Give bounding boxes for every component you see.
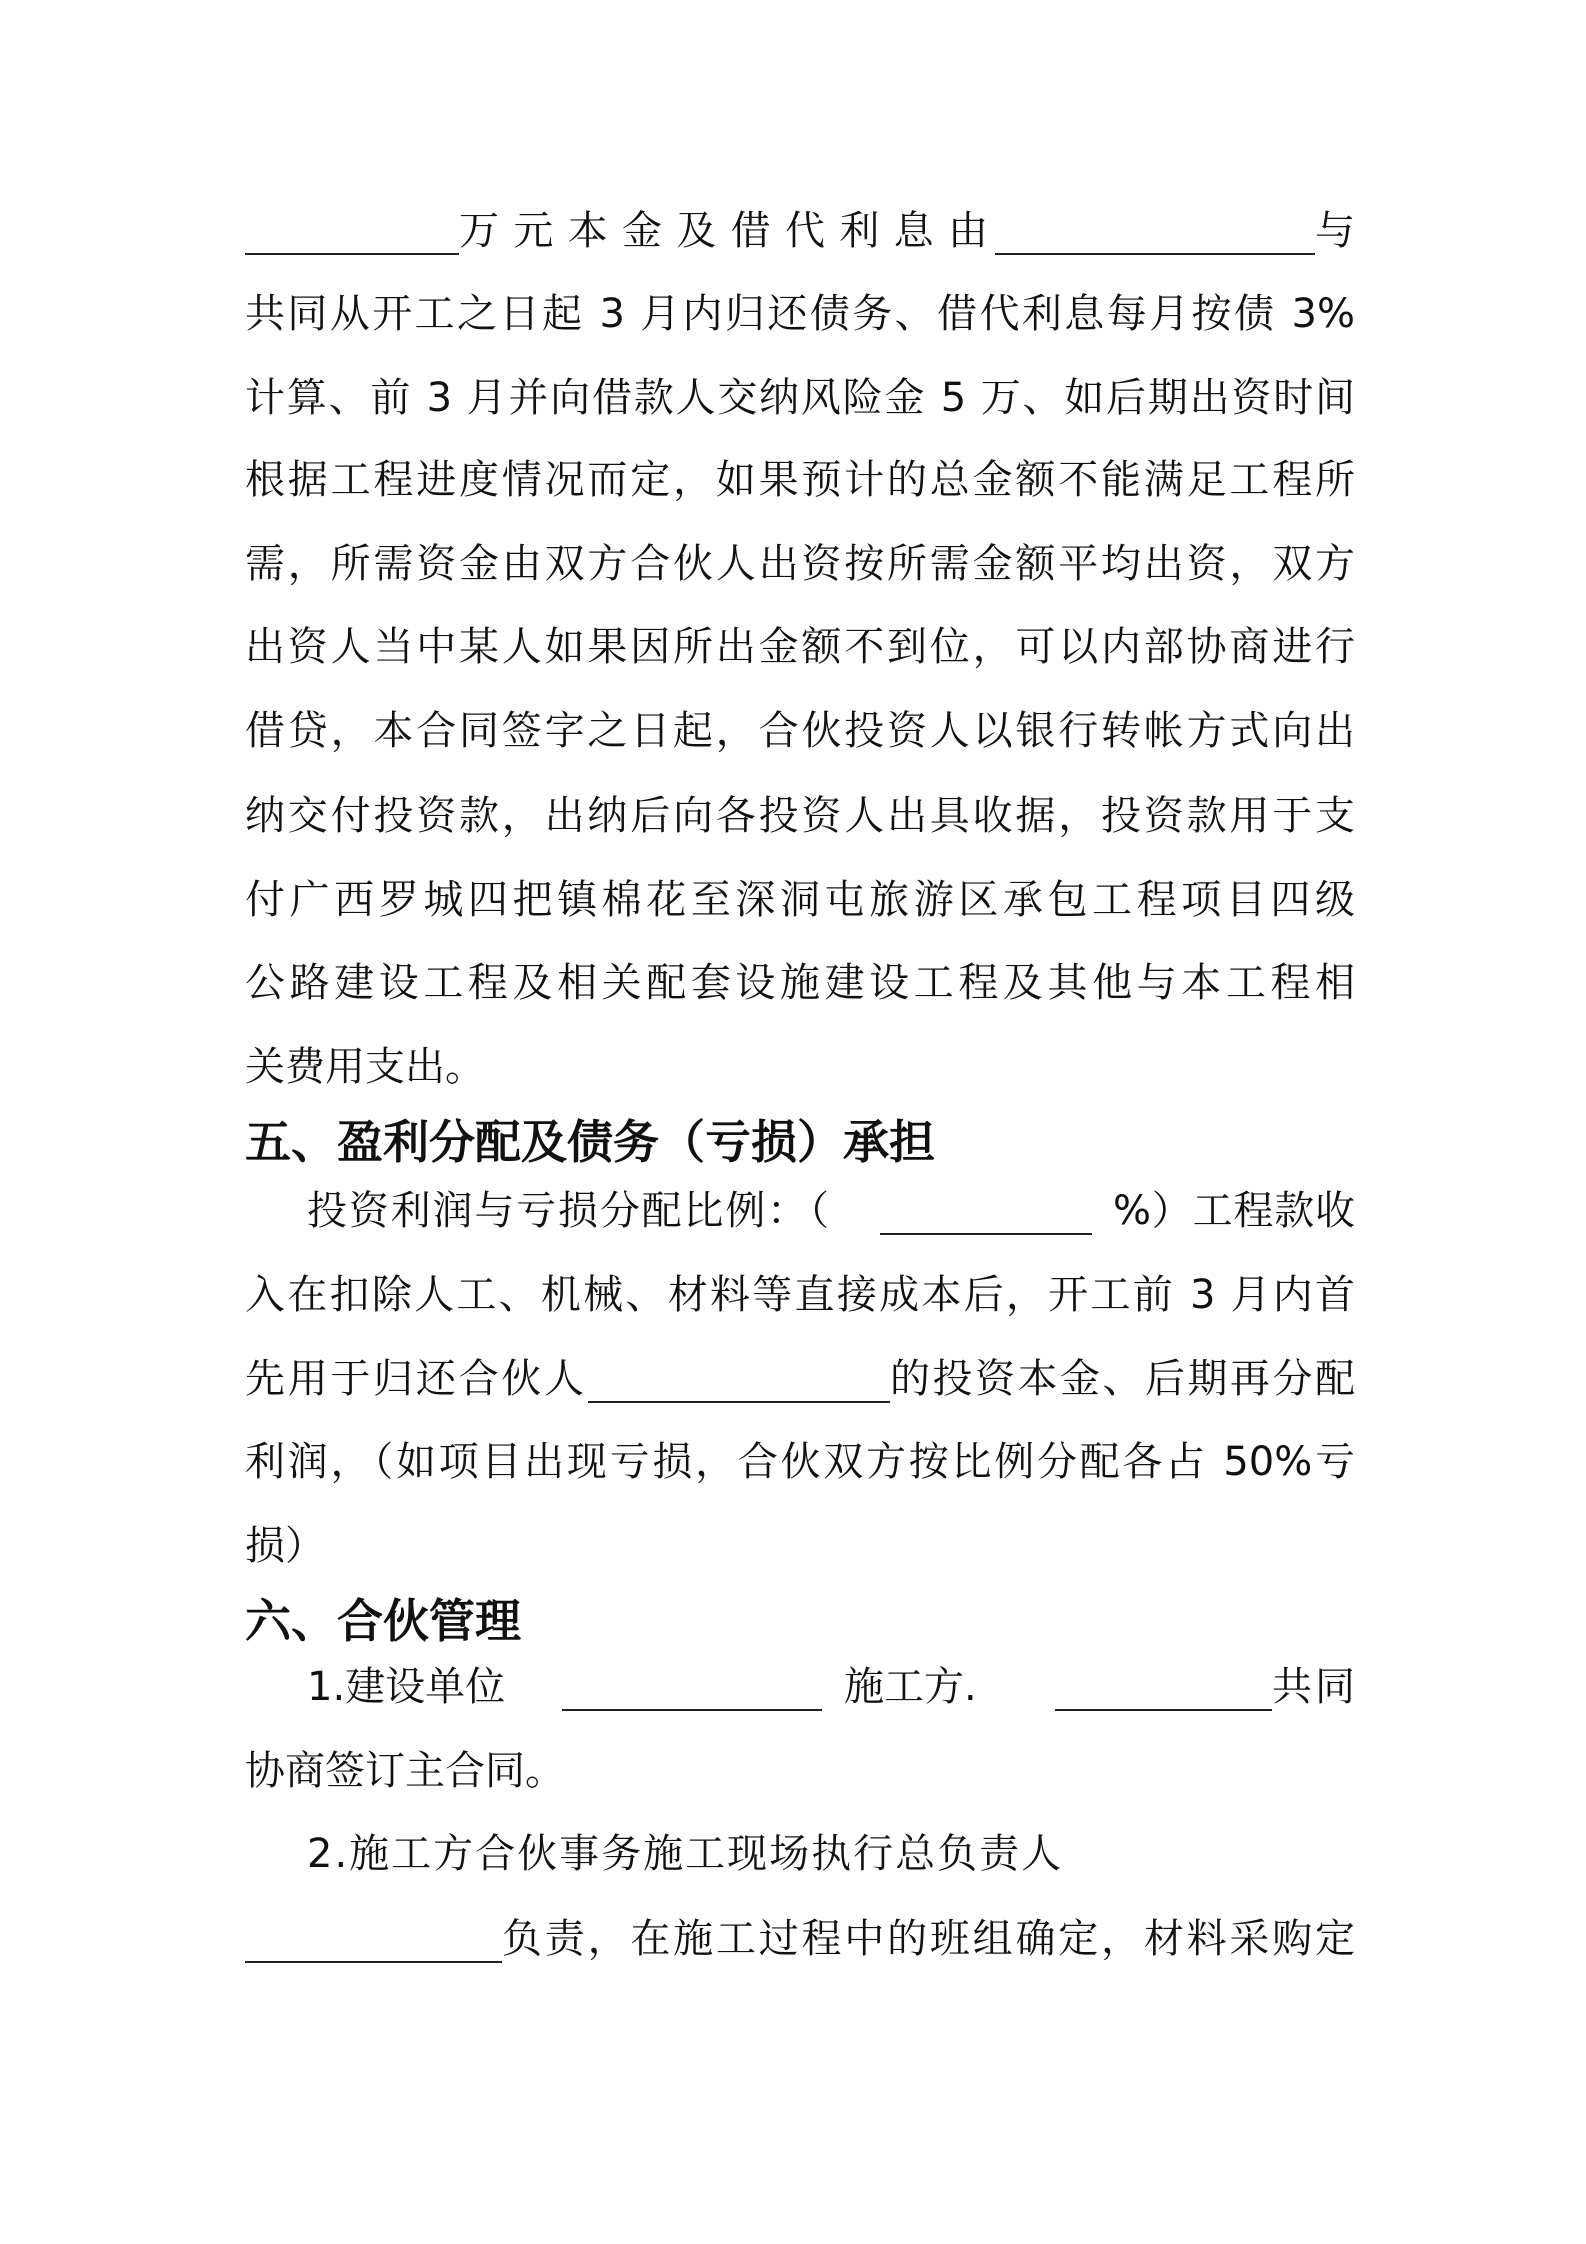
section-6-item-2-cont [245,1909,1355,1969]
intro-line-8: 纳交付投资款，出纳后向各投资人出具收据，投资款用于支 [245,793,1355,839]
section-6-item-1-cont: 协商签订主合同。 [245,1748,565,1794]
intro-line-2: 共同从开工之日起 3 月内归还债务、借代利息每月按债 3% [245,291,1355,337]
section-6-item-2-text: 2.施工方合伙事务施工现场执行总负责人 [307,1831,1064,1877]
section-5-line-3-start: 先用于归还合伙人 [245,1356,584,1402]
intro-line-11: 关费用支出。 [245,1044,485,1090]
intro-line-4: 根据工程进度情况而定，如果预计的总金额不能满足工程所 [245,457,1355,503]
section-6-item-1-mid: 施工方. [844,1664,977,1710]
intro-line-9: 付广西罗城四把镇棉花至深洞屯旅游区承包工程项目四级 [245,877,1355,923]
intro-line-6: 出资人当中某人如果因所出金额不到位，可以内部协商进行 [245,624,1355,670]
intro-line-1-end: 与 [1315,208,1355,254]
section-5-line-3 [245,1349,1355,1409]
blank-field-manager [245,1917,502,1963]
section-6-item-1-start: 1.建设单位 [307,1664,506,1710]
blank-field-contractor [1055,1665,1272,1711]
intro-line-3: 计算、前 3 月并向借款人交纳风险金 5 万、如后期出资时间 [245,375,1355,421]
intro-line-10: 公路建设工程及相关配套设施建设工程及其他与本工程相 [245,960,1355,1006]
blank-field-ratio [880,1189,1092,1235]
intro-line-5: 需，所需资金由双方合伙人出资按所需金额平均出资，双方 [245,541,1355,587]
section-5-line-2: 入在扣除人工、机械、材料等直接成本后，开工前 3 月内首 [245,1272,1355,1318]
blank-field-party [995,209,1315,255]
section-5-line-1-end: %）工程款收 [1113,1188,1355,1234]
section-5-line-1-start: 投资利润与亏损分配比例：（ [307,1188,829,1234]
section-6-item-1 [245,1657,1355,1717]
section-5-line-1 [245,1181,1355,1241]
section-6-item-1-end: 共同 [1272,1664,1355,1710]
intro-line-1 [245,201,1355,261]
section-5-line-3-end: 的投资本金、后期再分配 [890,1356,1355,1402]
blank-field-partner [588,1357,890,1403]
section-5-line-4: 利润，（如项目出现亏损，合伙双方按比例分配各占 50%亏 [245,1439,1355,1485]
blank-field-amount [245,209,459,255]
section-6-item-2 [245,1824,1355,1884]
intro-line-1-text: 万元本金及借代利息由 [459,208,988,254]
intro-line-7: 借贷，本合同签字之日起，合伙投资人以银行转帐方式向出 [245,708,1355,754]
section-5-line-5: 损） [245,1523,325,1569]
section-6-item-2-cont-text: 负责，在施工过程中的班组确定，材料采购定 [502,1916,1355,1962]
section-6-heading: 六、合伙管理 [245,1594,521,1648]
section-5-heading: 五、盈利分配及债务（亏损）承担 [245,1115,935,1169]
blank-field-builder [562,1665,822,1711]
